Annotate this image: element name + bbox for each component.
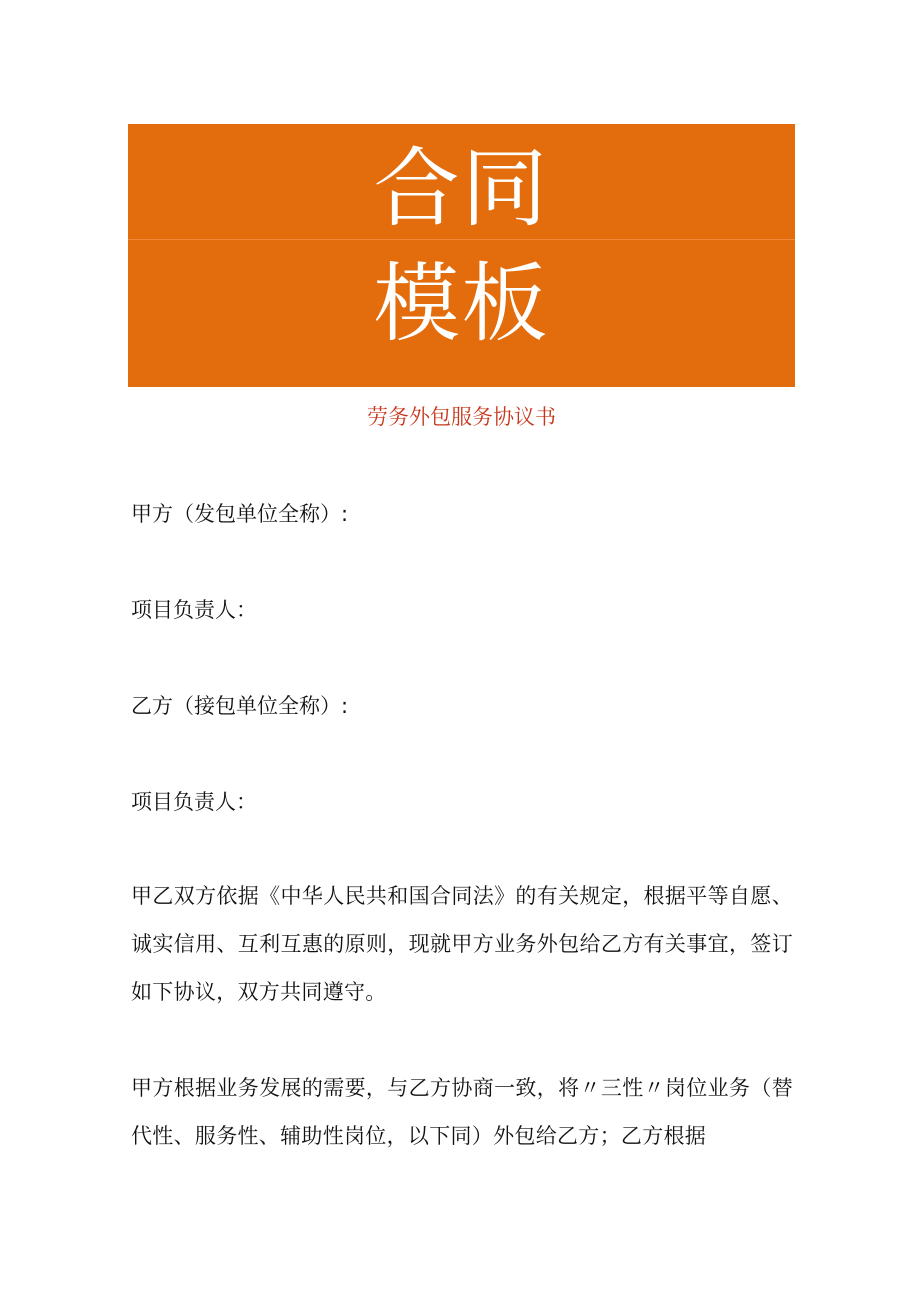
paragraph-outsourcing-scope: 甲方根据业务发展的需要，与乙方协商一致，将〃三性〃岗位业务（替代性、服务性、辅助性岗位，以下同）外包给乙方；乙方根据 [131,1076,793,1148]
paragraph-agreement-basis: 甲乙双方依据《中华人民共和国合同法》的有关规定，根据平等自愿、诚实信用、互利互惠的原则，现就甲方业务外包给乙方有关事宜，签订如下协议，双方共同遵守。 [131,884,793,1004]
title-banner [128,124,795,387]
banner-title-line-1: 合同 [373,139,550,239]
banner-title-line-2: 模板 [373,254,550,354]
document-subtitle: 劳务外包服务协议书 [367,405,556,429]
party-b-manager-field: 项目负责人： [131,790,257,814]
party-a-manager-field: 项目负责人： [131,598,257,622]
party-b-field: 乙方（接包单位全称）: [131,694,349,718]
banner-divider [128,239,795,240]
party-a-field: 甲方（发包单位全称）: [131,502,349,526]
